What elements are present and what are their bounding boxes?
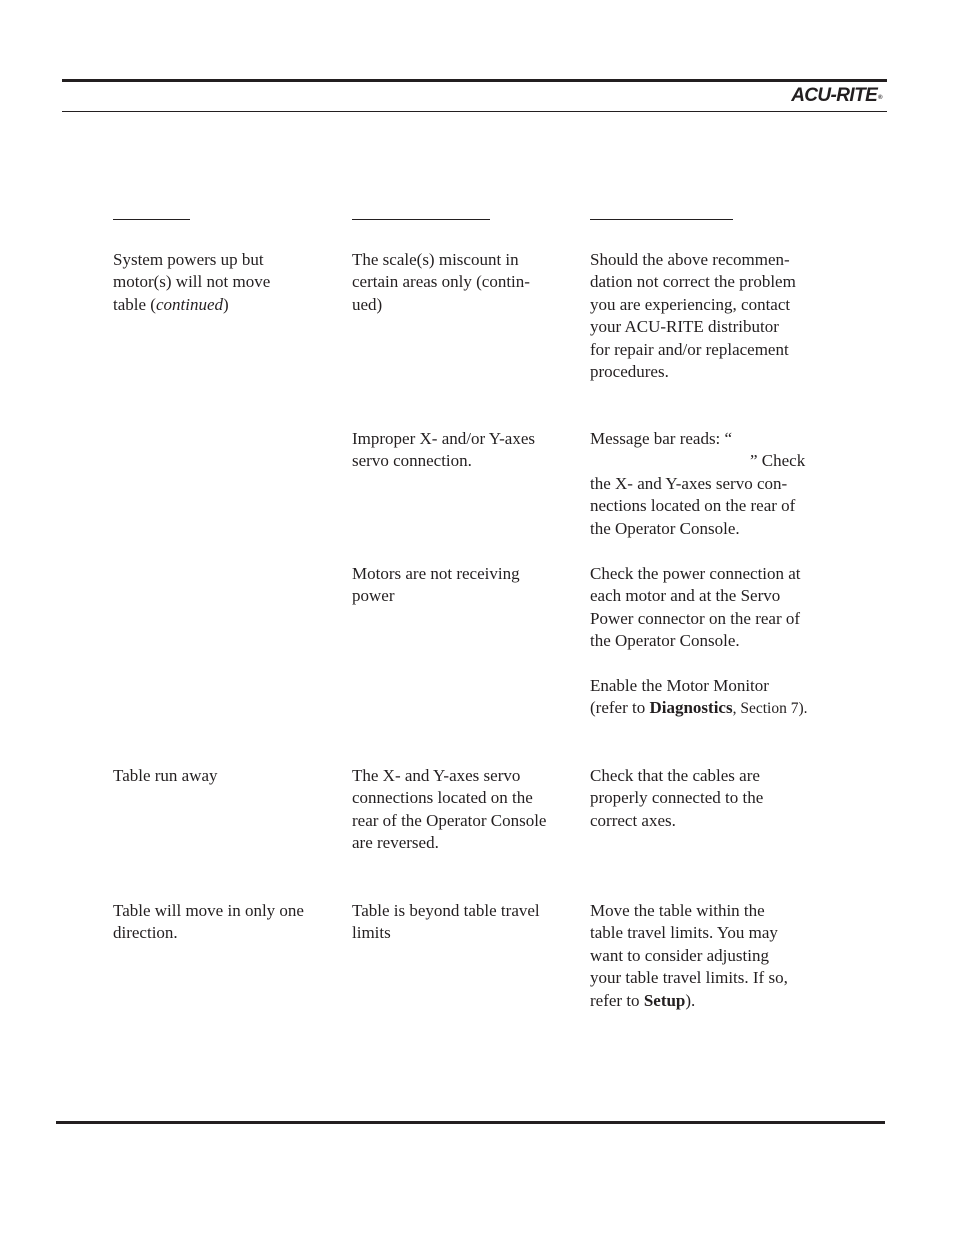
footer-rule — [56, 1121, 885, 1124]
solution-line: Message bar reads: “ — [590, 429, 733, 448]
cause-cell: Improper X- and/or Y-axes servo connection. — [352, 429, 535, 471]
solution-cell — [590, 900, 835, 1012]
solution-text: Move the table within the table travel limits. You may want to consider adjusting your table travel limits. If so, refer to — [590, 901, 788, 1010]
solution-note — [590, 675, 835, 721]
problem-cell — [113, 249, 338, 316]
problem-text: System powers up but motor(s) will not move table ( — [113, 250, 271, 314]
column-heading-rule-cause — [352, 219, 490, 220]
cause-cell: The scale(s) miscount in certain areas only (contin- ued) — [352, 250, 530, 314]
column-heading-rule-problem — [113, 219, 190, 220]
solution-text: ” Check the X- and Y-axes servo con- nections located on the rear of the Operator Console. — [590, 451, 806, 538]
solution-cell — [590, 428, 835, 540]
solution-note-text: Enable the Motor Monitor (refer to — [590, 676, 769, 718]
problem-cell: Table run away — [113, 766, 218, 785]
solution-note-bold: Diagnostics — [649, 698, 733, 718]
solution-text-end: ). — [685, 990, 696, 1010]
problem-text-end: ) — [223, 294, 229, 314]
problem-italic: continued — [155, 294, 223, 314]
cause-cell: Motors are not receiving power — [352, 564, 520, 606]
solution-cell: Should the above recommen- dation not correct the problem you are experiencing, contact your ACU-RITE distributor for repair and/or replacement procedures. — [590, 250, 796, 382]
logo-text: ACU-RITE — [791, 85, 878, 106]
acu-rite-logo — [791, 84, 882, 108]
solution-note-end: , Section 7). — [732, 700, 808, 718]
registered-mark: ® — [878, 95, 882, 101]
header-subrule — [62, 111, 887, 112]
problem-cell: Table will move in only one direction. — [113, 901, 304, 943]
solution-cell: Check that the cables are properly connected to the correct axes. — [590, 766, 764, 830]
cause-cell: The X- and Y-axes servo connections located on the rear of the Operator Console are reversed. — [352, 766, 547, 853]
column-heading-rule-solution — [590, 219, 733, 220]
solution-cell: Check the power connection at each motor and at the Servo Power connector on the rear of the Operator Console. — [590, 564, 801, 651]
cause-cell: Table is beyond table travel limits — [352, 901, 540, 943]
header-rule — [62, 79, 887, 82]
solution-bold: Setup — [643, 990, 686, 1010]
